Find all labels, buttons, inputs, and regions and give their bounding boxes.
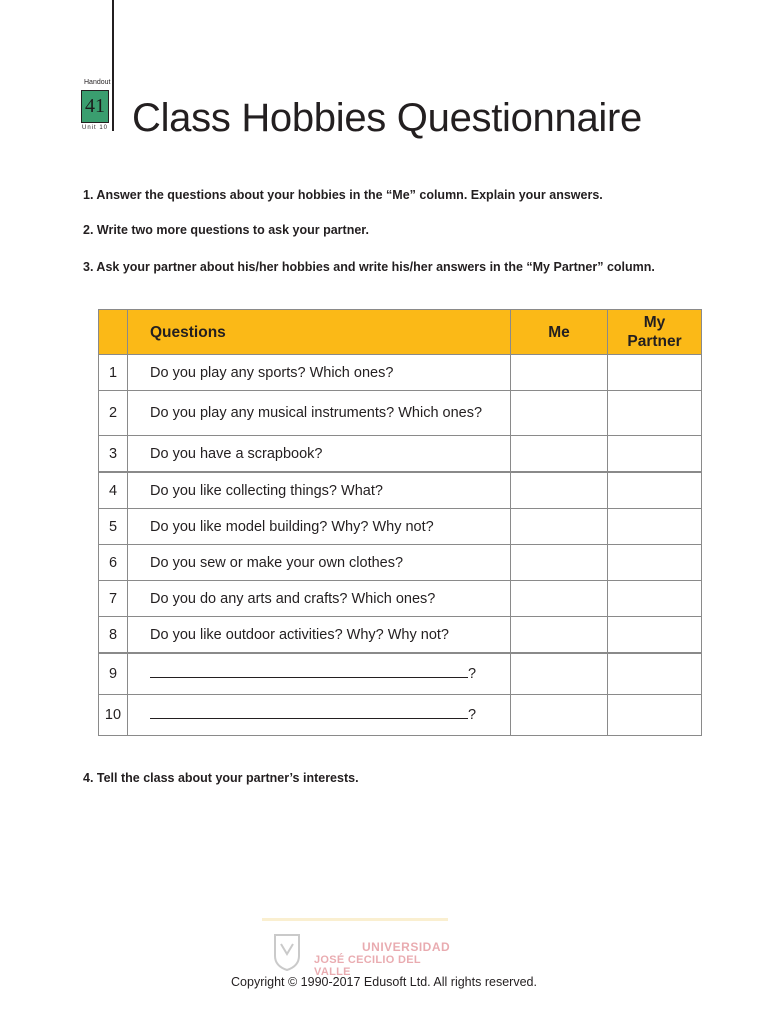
partner-answer-cell[interactable] <box>608 436 702 473</box>
table-row <box>99 509 702 545</box>
question-text: Do you sew or make your own clothes? <box>128 545 511 581</box>
handout-label: Handout <box>84 79 111 86</box>
unit-label: Unit 10 <box>82 125 109 131</box>
partner-answer-cell[interactable] <box>608 545 702 581</box>
header-me: Me <box>511 310 608 355</box>
partner-answer-cell[interactable] <box>608 695 702 736</box>
instruction-1: 1. Answer the questions about your hobbies in the “Me” column. Explain your answers. <box>83 188 603 202</box>
me-answer-cell[interactable] <box>511 436 608 473</box>
custom-question-blank[interactable] <box>128 653 511 695</box>
blank-line <box>150 663 468 678</box>
me-answer-cell[interactable] <box>511 472 608 509</box>
me-answer-cell[interactable] <box>511 695 608 736</box>
header-my-partner-line1: My <box>643 314 666 331</box>
me-answer-cell[interactable] <box>511 545 608 581</box>
partner-answer-cell[interactable] <box>608 581 702 617</box>
partner-answer-cell[interactable] <box>608 509 702 545</box>
question-text: Do you like collecting things? What? <box>128 472 511 509</box>
table-row <box>99 355 702 391</box>
question-text: Do you play any sports? Which ones? <box>128 355 511 391</box>
partner-answer-cell[interactable] <box>608 391 702 436</box>
row-number: 5 <box>99 509 128 545</box>
watermark-university: UNIVERSIDAD <box>362 940 451 954</box>
table-row <box>99 436 702 473</box>
table-row <box>99 617 702 654</box>
table-row <box>99 653 702 695</box>
row-number: 2 <box>99 391 128 436</box>
table-row <box>99 472 702 509</box>
partner-answer-cell[interactable] <box>608 617 702 654</box>
blank-line <box>150 704 468 719</box>
university-emblem-icon <box>272 932 302 972</box>
partner-answer-cell[interactable] <box>608 653 702 695</box>
questionnaire-table <box>98 309 702 736</box>
me-answer-cell[interactable] <box>511 617 608 654</box>
header-divider-line <box>112 0 114 131</box>
partner-answer-cell[interactable] <box>608 472 702 509</box>
row-number: 10 <box>99 695 128 736</box>
header-my-partner-line2: Partner <box>627 333 682 350</box>
watermark-divider <box>262 918 448 921</box>
me-answer-cell[interactable] <box>511 509 608 545</box>
row-number: 4 <box>99 472 128 509</box>
table-row <box>99 391 702 436</box>
table-header-row <box>99 310 702 355</box>
watermark-university-name: JOSÉ CECILIO DEL VALLE <box>314 954 421 978</box>
header-questions: Questions <box>128 310 511 355</box>
instruction-4: 4. Tell the class about your partner’s interests. <box>83 771 359 785</box>
question-mark: ? <box>468 666 477 682</box>
table-row <box>99 695 702 736</box>
me-answer-cell[interactable] <box>511 581 608 617</box>
handout-number-badge: 41 <box>81 90 109 123</box>
table-row <box>99 581 702 617</box>
university-watermark <box>262 918 451 980</box>
me-answer-cell[interactable] <box>511 355 608 391</box>
row-number: 9 <box>99 653 128 695</box>
me-answer-cell[interactable] <box>511 653 608 695</box>
question-text: Do you play any musical instruments? Which ones? <box>128 391 511 436</box>
question-text: Do you have a scrapbook? <box>128 436 511 473</box>
custom-question-blank[interactable] <box>128 695 511 736</box>
instruction-2: 2. Write two more questions to ask your partner. <box>83 223 369 237</box>
page-title: Class Hobbies Questionnaire <box>132 96 642 140</box>
row-number: 6 <box>99 545 128 581</box>
question-text: Do you like outdoor activities? Why? Why not? <box>128 617 511 654</box>
question-text: Do you like model building? Why? Why not? <box>128 509 511 545</box>
question-mark: ? <box>468 707 477 723</box>
row-number: 8 <box>99 617 128 654</box>
me-answer-cell[interactable] <box>511 391 608 436</box>
copyright-notice: Copyright © 1990-2017 Edusoft Ltd. All rights reserved. <box>231 975 537 989</box>
table-row <box>99 545 702 581</box>
row-number: 3 <box>99 436 128 473</box>
partner-answer-cell[interactable] <box>608 355 702 391</box>
instruction-3: 3. Ask your partner about his/her hobbies and write his/her answers in the “My Partner” column. <box>83 260 655 274</box>
header-number-cell <box>99 310 128 355</box>
header-my-partner <box>608 310 702 355</box>
row-number: 7 <box>99 581 128 617</box>
row-number: 1 <box>99 355 128 391</box>
question-text: Do you do any arts and crafts? Which ones? <box>128 581 511 617</box>
